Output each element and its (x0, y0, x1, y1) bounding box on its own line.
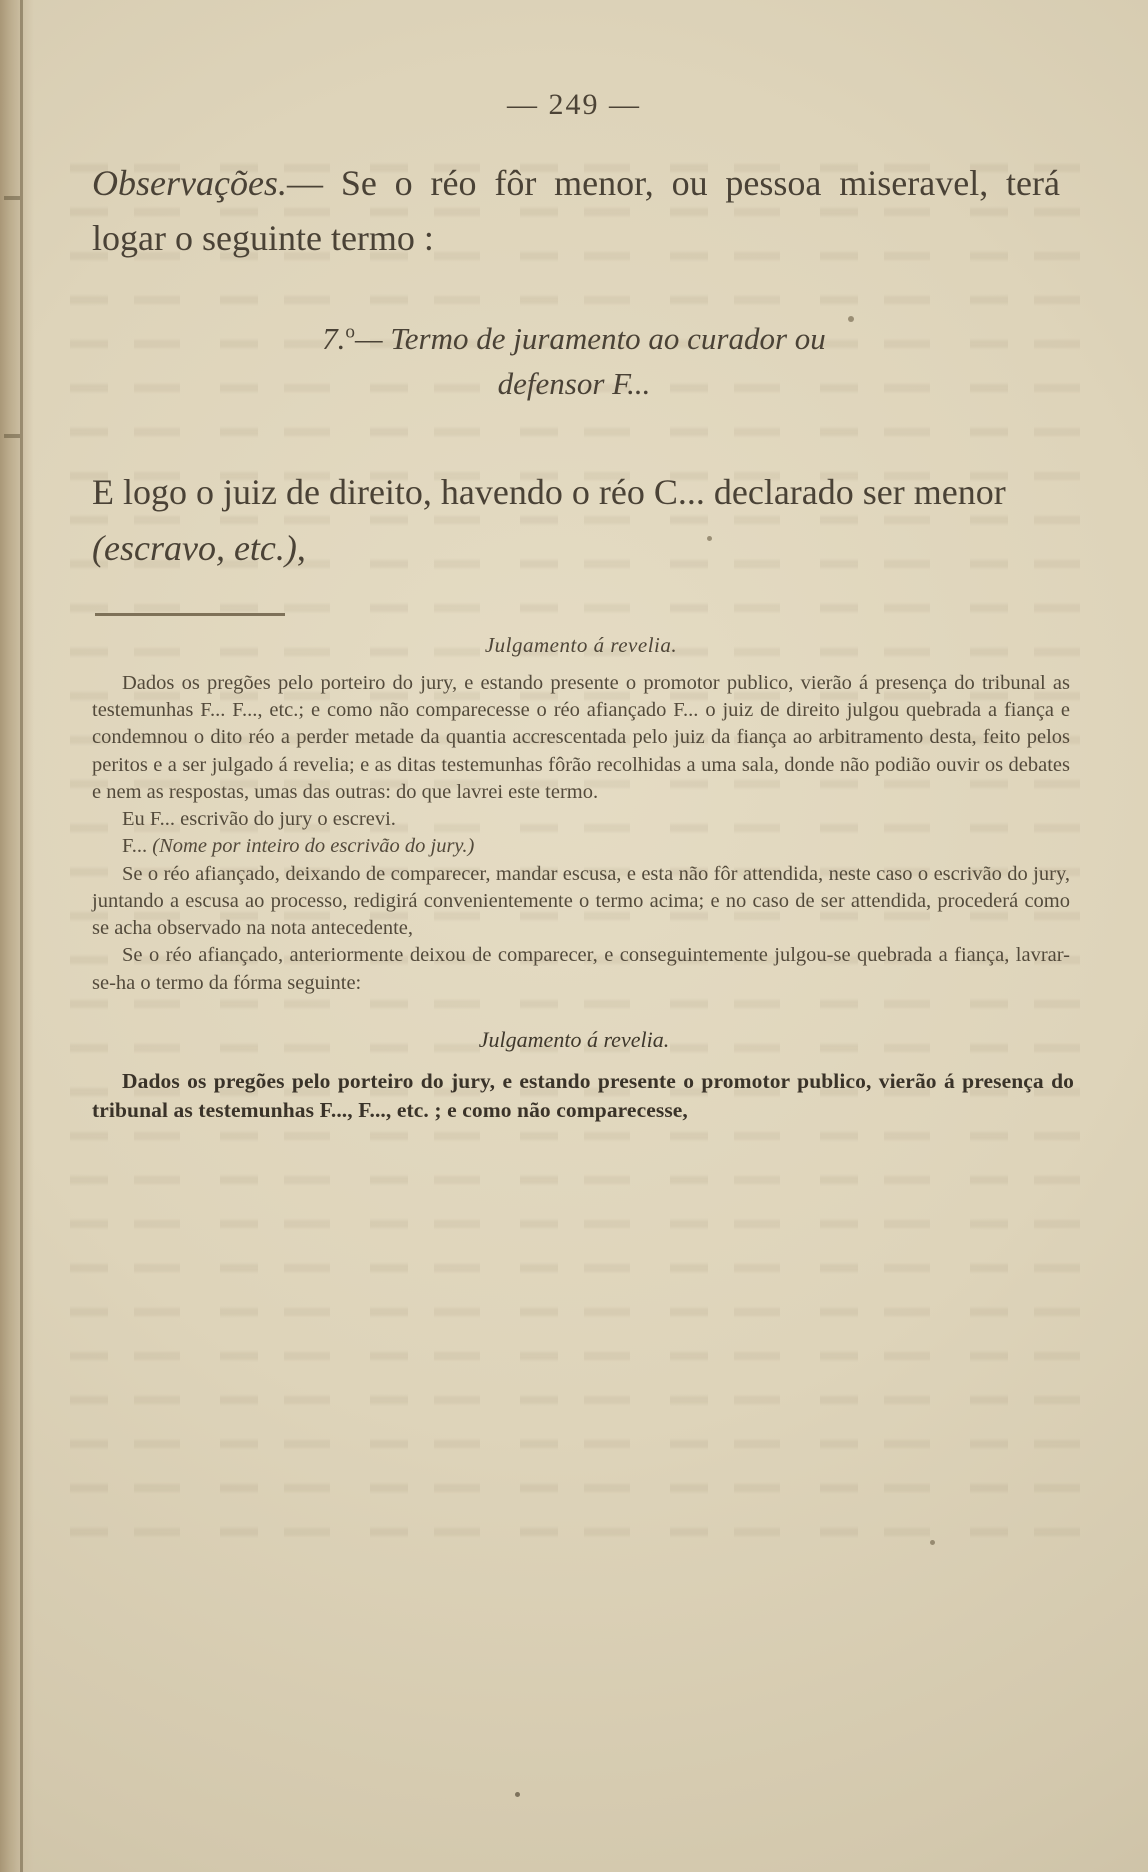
signature-italic: (Nome por inteiro do escrivão do jury.) (152, 835, 475, 858)
display-part1: E logo o juiz de direito, havendo o réo C... declarado ser menor (92, 472, 1006, 513)
heading-title-line1: Termo de juramento ao curador ou (390, 321, 826, 357)
display-italic: (escravo, etc.) (92, 528, 297, 569)
section-two (92, 1067, 1074, 1125)
ink-speck-2 (707, 536, 712, 541)
section-one (92, 632, 1070, 997)
ink-speck-bottom (515, 1792, 520, 1797)
heading-number: 7. (322, 321, 346, 357)
observacoes-paragraph (92, 156, 1060, 265)
section-two-heading: Julgamento á revelia. (478, 1026, 670, 1052)
page-folio: — 249 — (507, 88, 641, 121)
section-one-paragraph-3: Se o réo afiançado, deixando de comparecer, mandar escusa, e esta não fôr attendida, neste caso o escrivão do jury, juntando a escusa ao processo, redigirá convenientemente o termo acima; e no caso de ser attendida, procederá como se acha observado na nota antecedente, (92, 862, 1070, 940)
display-part2: , (296, 528, 306, 569)
display-paragraph (92, 465, 1076, 577)
section-one-paragraph-1: Dados os pregões pelo porteiro do jury, e estando presente o promotor publico, vierão á presença do tribunal as testemunhas F... F..., etc.; e como não comparecesse o réo afiançado F... o juiz de direito julgou quebrada a fiança e condemnou o dito réo a perder metade da quantia accrescentada pelo juiz da fiança ao arbitramento desta, feito pelos peritos e a ser julgado á revelia; e as ditas testemunhas fôrão recolhidas a uma sala, donde não podião ouvir os debates e nem as respostas, umas das outras: do que lavrei este termo. (92, 671, 1070, 803)
section-one-signature-line (92, 833, 1070, 860)
section-one-heading: Julgamento á revelia. (484, 632, 678, 657)
ink-speck-3 (930, 1540, 935, 1545)
section-one-paragraph-2: Eu F... escrivão do jury o escrevi. (122, 808, 396, 831)
ink-speck-1 (848, 316, 854, 322)
numbered-heading (92, 317, 1056, 407)
section-two-paragraph-1: Dados os pregões pelo porteiro do jury, e estando presente o promotor publico, vierão á presença do tribunal as testemunhas F..., F..., etc. ; e como não comparecesse, (92, 1068, 1074, 1123)
heading-dash: — (355, 321, 391, 357)
observacoes-dash: — (286, 163, 341, 203)
section-one-paragraph-4: Se o réo afiançado, anteriormente deixou de comparecer, e conseguintemente julgou-se quebrada a fiança, lavrar-se-ha o termo da fórma seguinte: (92, 944, 1070, 994)
observacoes-text: Se o réo fôr menor, ou pessoa miseravel, terá logar o seguinte termo : (92, 163, 1060, 258)
heading-title-line2: defensor F... (497, 366, 651, 402)
heading-ordinal-mark: o (345, 322, 356, 344)
section-divider-rule (95, 613, 285, 616)
observacoes-label: Observações. (92, 163, 287, 203)
signature-prefix: F... (122, 835, 153, 858)
